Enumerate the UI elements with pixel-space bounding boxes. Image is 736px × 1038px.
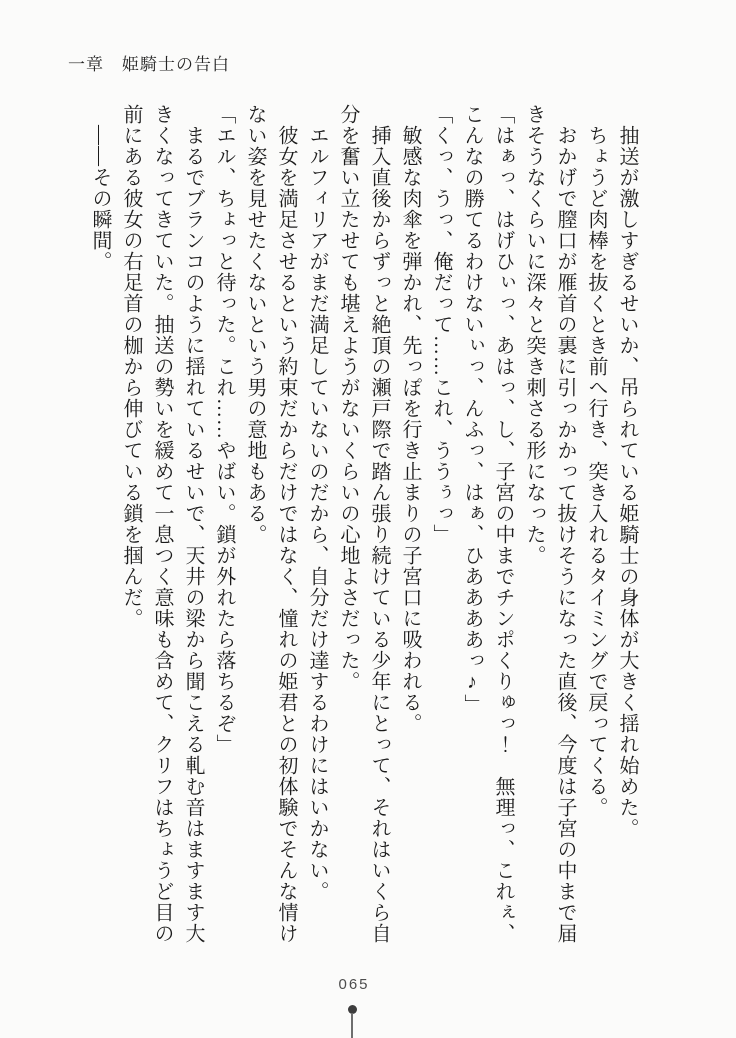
text-line: 「くっ、うっ、俺だって……これ、ううぅっ」	[430, 104, 452, 545]
text-line: まるでブランコのように揺れているせいで、天井の梁から聞こえる軋む音はますます大	[182, 104, 204, 944]
text-line: 挿入直後からずっと絶頂の瀬戸際で踏ん張り続けている少年にとって、それはいくら自	[368, 104, 390, 944]
text-line: きそうなくらいに深々と突き刺さる形になった。	[523, 104, 545, 566]
text-line: 敏感な肉傘を弾かれ、先っぽを行き止まりの子宮口に吸われる。	[399, 104, 421, 734]
page-number: 065	[338, 976, 370, 993]
text-line: ――その瞬間。	[89, 104, 111, 272]
text-line: おかげで膣口が雁首の裏に引っかかって抜けそうになった直後、今度は子宮の中まで届	[554, 104, 576, 944]
text-line: ちょうど肉棒を抜くとき前へ行き、突き入れるタイミングで戻ってくる。	[585, 104, 607, 818]
text-line: 「エル、ちょっと待った。これ……やばい。鎖が外れたら落ちるぞ」	[213, 104, 235, 755]
text-line: ない姿を見せたくないという男の意地もある。	[244, 104, 266, 545]
chapter-heading: 一章 姫騎士の告白	[68, 55, 230, 74]
text-line: きくなってきていた。抽送の勢いを緩めて一息つく意味も含めて、クリフはちょうど目の	[151, 104, 173, 944]
text-line: 前にある彼女の右足首の枷から伸びている鎖を掴んだ。	[120, 104, 142, 629]
text-line: エルフィリアがまだ満足していないのだから、自分だけ達するわけにはいかない。	[306, 104, 328, 902]
page-text	[84, 104, 642, 950]
text-line: 彼女を満足させるという約束だからだけではなく、憧れの姫君との初体験でそんな情け	[275, 104, 297, 944]
binding-stem-mark	[351, 1013, 353, 1038]
text-line: 分を奮い立たせても堪えようがないくらいの心地よさだった。	[337, 104, 359, 692]
text-line: 「はぁっ、はげひぃっ、あはっ、し、子宮の中までチンポくりゅっ！ 無理っ、これぇ、	[492, 104, 514, 944]
text-line: こんなの勝てるわけないぃっ、んふっ、はぁ、ひああああっ♪」	[461, 104, 483, 715]
text-line: 抽送が激しすぎるせいか、吊られている姫騎士の身体が大きく揺れ始めた。	[616, 104, 638, 839]
